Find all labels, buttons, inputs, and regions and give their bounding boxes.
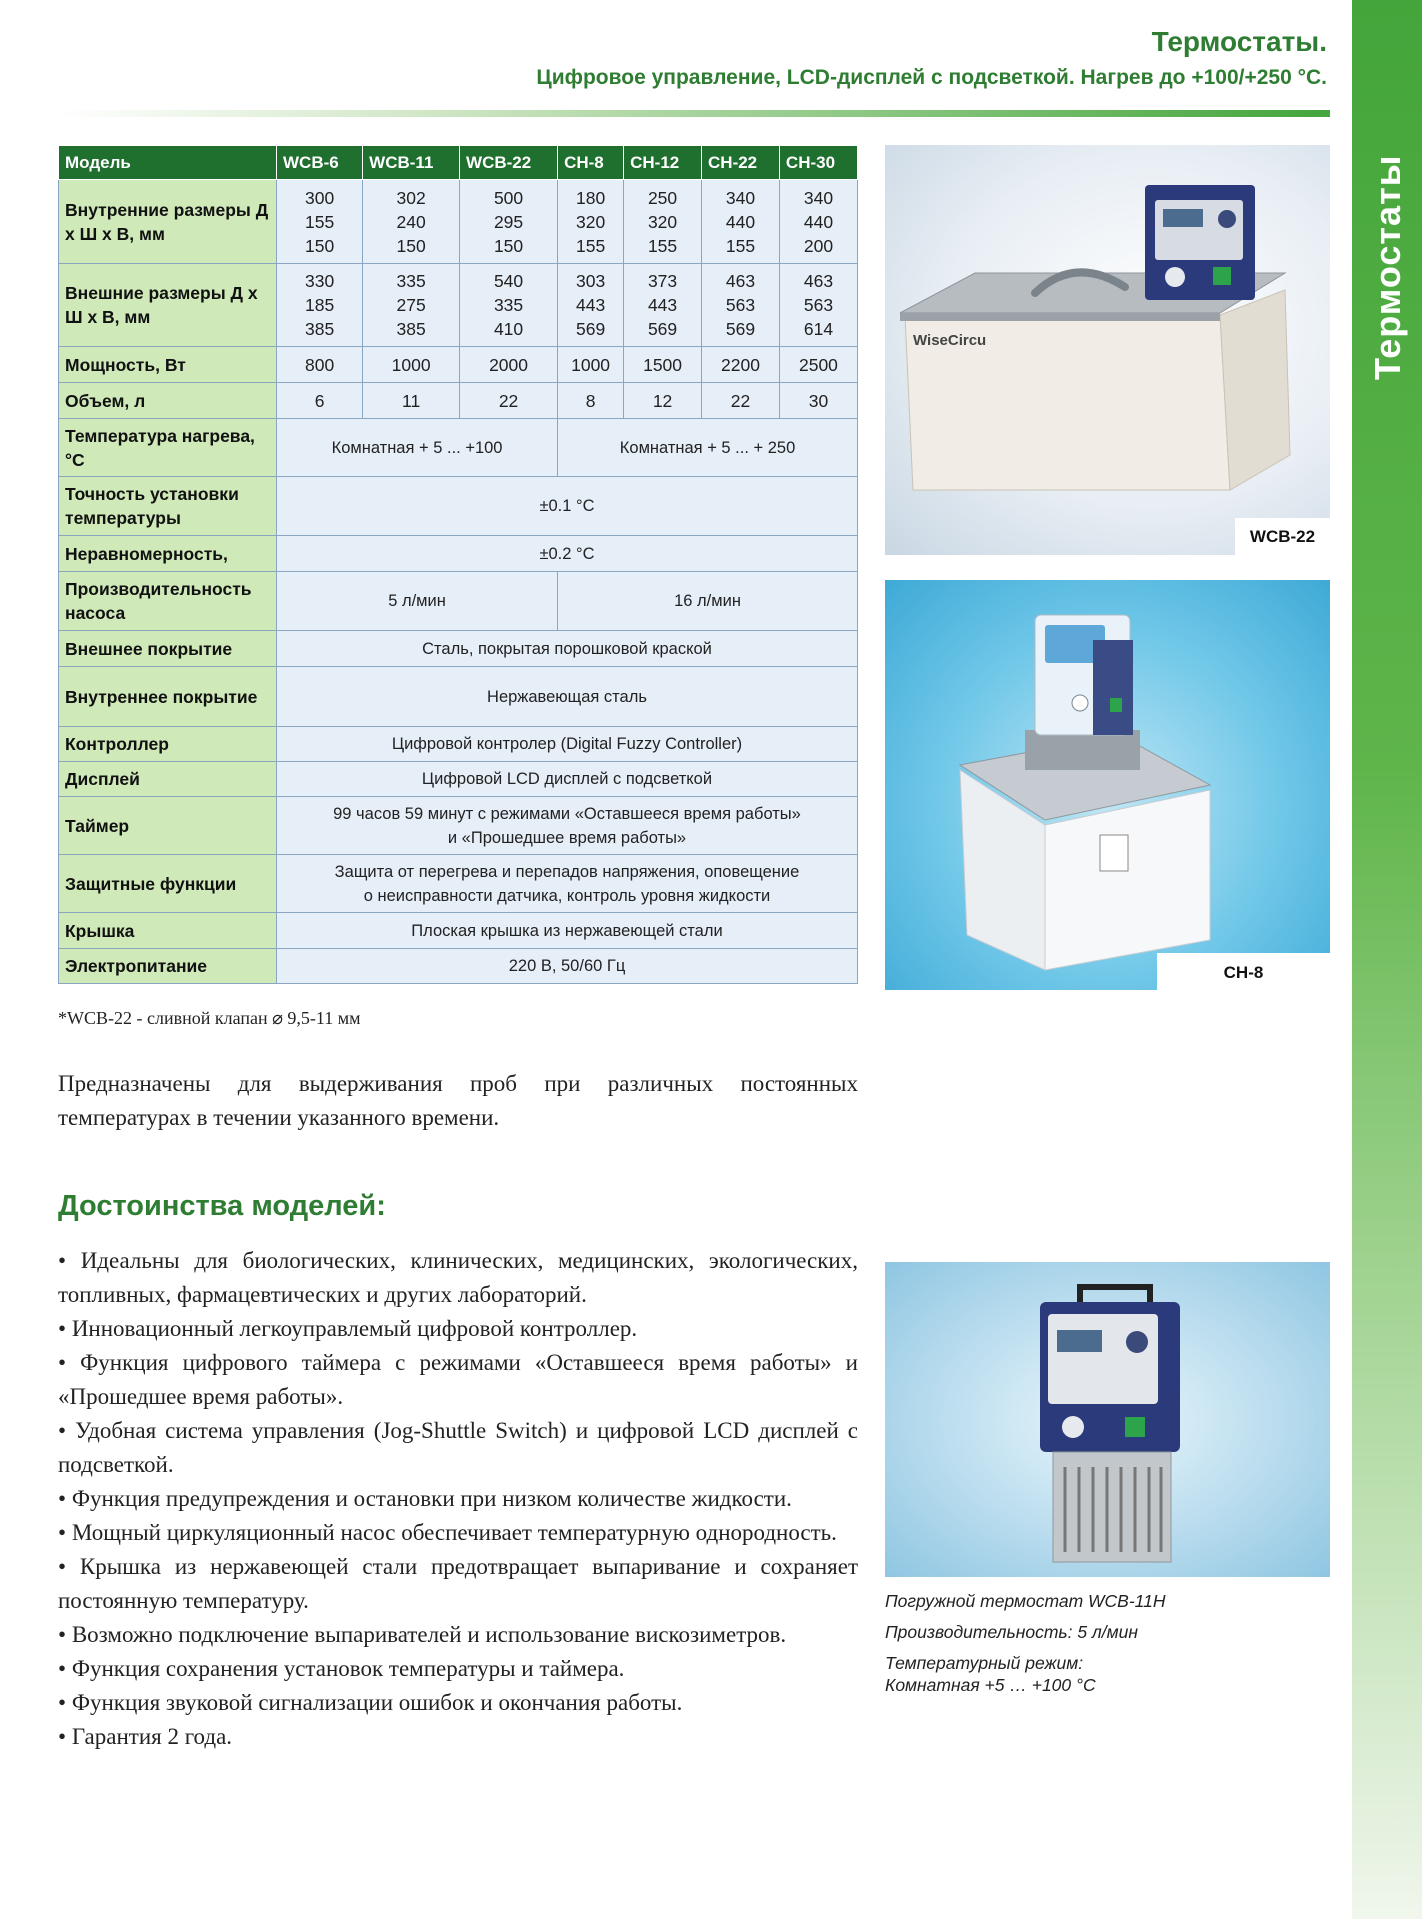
- timer-cell: 99 часов 59 минут с режимами «Оставшееся время работы» и «Прошедшее время работы»: [277, 797, 858, 855]
- heat-temp-wcb-cell: Комнатная + 5 ... +100: [277, 419, 558, 477]
- page-title: Термостаты.: [1151, 26, 1327, 57]
- brand-label: WiseCircu: [913, 332, 987, 349]
- inner-coating-cell: Нержавеющая сталь: [277, 667, 858, 727]
- table-footnote: *WCB-22 - сливной клапан ⌀ 9,5-11 мм: [58, 1008, 361, 1028]
- immersion-caption: [885, 1590, 1330, 1705]
- table-row-power-supply: [59, 949, 858, 984]
- volume-cell: 22: [460, 383, 558, 419]
- list-item: • Функция звуковой сигнализации ошибок и окончания работы.: [58, 1686, 858, 1720]
- volume-cell: 6: [277, 383, 363, 419]
- side-tab-label: Термостаты: [1367, 154, 1408, 380]
- header-cell-model: Модель: [59, 146, 277, 180]
- power-supply-cell: 220 В, 50/60 Гц: [277, 949, 858, 984]
- row-label: Неравномерность,: [59, 536, 277, 572]
- wcb22-illustration: [885, 145, 1330, 555]
- controller-cell: Цифровой контролер (Digital Fuzzy Controller): [277, 727, 858, 762]
- list-item: • Мощный циркуляционный насос обеспечивает температурную однородность.: [58, 1516, 858, 1550]
- dims-cell: 300 155 150: [277, 180, 363, 264]
- table-row-power: [59, 347, 858, 383]
- dims-cell: 330 185 385: [277, 264, 363, 347]
- lid-cell: Плоская крышка из нержавеющей стали: [277, 913, 858, 949]
- power-cell: 2200: [702, 347, 780, 383]
- volume-cell: 12: [624, 383, 702, 419]
- row-label: Внешнее покрытие: [59, 631, 277, 667]
- list-item: • Функция предупреждения и остановки при низком количестве жидкости.: [58, 1482, 858, 1516]
- row-label: Объем, л: [59, 383, 277, 419]
- wcb22-caption: WCB-22: [1235, 518, 1330, 555]
- row-label: Температура нагрева, °С: [59, 419, 277, 477]
- list-item: • Крышка из нержавеющей стали предотвращает выпаривание и сохраняет постоянную температуру.: [58, 1550, 858, 1618]
- header-cell-model-name: CH-12: [624, 146, 702, 180]
- row-label: Контроллер: [59, 727, 277, 762]
- row-label: Внутренние размеры Д х Ш х В, мм: [59, 180, 277, 264]
- row-label: Внешние размеры Д х Ш х В, мм: [59, 264, 277, 347]
- dims-cell: 250 320 155: [624, 180, 702, 264]
- benefits-list: [58, 1244, 858, 1754]
- dims-cell: 180 320 155: [558, 180, 624, 264]
- table-row-inner-coating: [59, 667, 858, 727]
- immersion-caption-temp-value: Комнатная +5 … +100 °С: [885, 1675, 1096, 1695]
- row-label: Внутреннее покрытие: [59, 667, 277, 727]
- header-cell-model-name: WCB-22: [460, 146, 558, 180]
- table-row-heat-temp: [59, 419, 858, 477]
- list-item: • Гарантия 2 года.: [58, 1720, 858, 1754]
- table-row-display: [59, 762, 858, 797]
- power-cell: 1000: [363, 347, 460, 383]
- row-label: Точность установки температуры: [59, 477, 277, 536]
- power-cell: 2000: [460, 347, 558, 383]
- row-label: Производительность насоса: [59, 572, 277, 631]
- dims-cell: 540 335 410: [460, 264, 558, 347]
- table-row-outer-coating: [59, 631, 858, 667]
- spec-table: [58, 145, 858, 984]
- volume-cell: 22: [702, 383, 780, 419]
- dims-cell: 303 443 569: [558, 264, 624, 347]
- table-row-controller: [59, 727, 858, 762]
- page-subtitle: Цифровое управление, LCD-дисплей с подсветкой. Нагрев до +100/+250 °С.: [536, 66, 1327, 89]
- benefits-heading: Достоинства моделей:: [58, 1190, 386, 1222]
- header-cell-model-name: CH-22: [702, 146, 780, 180]
- dims-cell: 302 240 150: [363, 180, 460, 264]
- intro-paragraph: Предназначены для выдерживания проб при различных постоянных температурах в течении указанного времени.: [58, 1071, 858, 1130]
- immersion-caption-model: Погружной термостат WCB-11H: [885, 1591, 1166, 1611]
- row-label: Крышка: [59, 913, 277, 949]
- table-row-inner-dims: [59, 180, 858, 264]
- protection-cell: Защита от перегрева и перепадов напряжения, оповещение о неисправности датчика, контроль уровня жидкости: [277, 855, 858, 913]
- table-header-row: [59, 146, 858, 180]
- list-item: • Инновационный легкоуправлемый цифровой контроллер.: [58, 1312, 858, 1346]
- power-cell: 1500: [624, 347, 702, 383]
- header-cell-model-name: CH-8: [558, 146, 624, 180]
- dims-cell: 463 563 614: [779, 264, 857, 347]
- immersion-illustration: [885, 1262, 1330, 1577]
- ch8-caption: CH-8: [1157, 953, 1330, 993]
- table-row-uniformity: [59, 536, 858, 572]
- header-cell-model-name: CH-30: [779, 146, 857, 180]
- list-item: • Возможно подключение выпаривателей и использование вискозиметров.: [58, 1618, 858, 1652]
- table-row-pump: [59, 572, 858, 631]
- display-cell: Цифровой LCD дисплей с подсветкой: [277, 762, 858, 797]
- volume-cell: 30: [779, 383, 857, 419]
- table-row-protection: [59, 855, 858, 913]
- dims-cell: 340 440 200: [779, 180, 857, 264]
- power-cell: 2500: [779, 347, 857, 383]
- list-item: • Удобная система управления (Jog-Shuttle Switch) и цифровой LCD дисплей с подсветкой.: [58, 1414, 858, 1482]
- pump-wcb-cell: 5 л/мин: [277, 572, 558, 631]
- header-cell-model-name: WCB-6: [277, 146, 363, 180]
- ch8-photo: [885, 580, 1330, 990]
- immersion-caption-temp-label: Температурный режим:: [885, 1653, 1084, 1673]
- pump-ch-cell: 16 л/мин: [558, 572, 858, 631]
- dims-cell: 335 275 385: [363, 264, 460, 347]
- power-cell: 800: [277, 347, 363, 383]
- accuracy-cell: ±0.1 °С: [277, 477, 858, 536]
- row-label: Защитные функции: [59, 855, 277, 913]
- outer-coating-cell: Сталь, покрытая порошковой краской: [277, 631, 858, 667]
- table-row-accuracy: [59, 477, 858, 536]
- table-row-timer: [59, 797, 858, 855]
- power-cell: 1000: [558, 347, 624, 383]
- row-label: Электропитание: [59, 949, 277, 984]
- row-label: Дисплей: [59, 762, 277, 797]
- table-row-volume: [59, 383, 858, 419]
- immersion-caption-pump: Производительность: 5 л/мин: [885, 1622, 1139, 1642]
- dims-cell: 500 295 150: [460, 180, 558, 264]
- table-row-outer-dims: [59, 264, 858, 347]
- dims-cell: 373 443 569: [624, 264, 702, 347]
- immersion-photo: [885, 1262, 1330, 1577]
- list-item: • Функция сохранения установок температуры и таймера.: [58, 1652, 858, 1686]
- header-divider: [58, 110, 1330, 117]
- volume-cell: 11: [363, 383, 460, 419]
- header-cell-model-name: WCB-11: [363, 146, 460, 180]
- dims-cell: 340 440 155: [702, 180, 780, 264]
- ch8-illustration: [885, 580, 1330, 990]
- list-item: • Идеальны для биологических, клинических, медицинских, экологических, топливных, фармацевтических и других лабораторий.: [58, 1244, 858, 1312]
- heat-temp-ch-cell: Комнатная + 5 ... + 250: [558, 419, 858, 477]
- table-row-lid: [59, 913, 858, 949]
- wcb22-photo: [885, 145, 1330, 555]
- volume-cell: 8: [558, 383, 624, 419]
- row-label: Таймер: [59, 797, 277, 855]
- row-label: Мощность, Вт: [59, 347, 277, 383]
- dims-cell: 463 563 569: [702, 264, 780, 347]
- uniformity-cell: ±0.2 °С: [277, 536, 858, 572]
- list-item: • Функция цифрового таймера с режимами «Оставшееся время работы» и «Прошедшее время работы».: [58, 1346, 858, 1414]
